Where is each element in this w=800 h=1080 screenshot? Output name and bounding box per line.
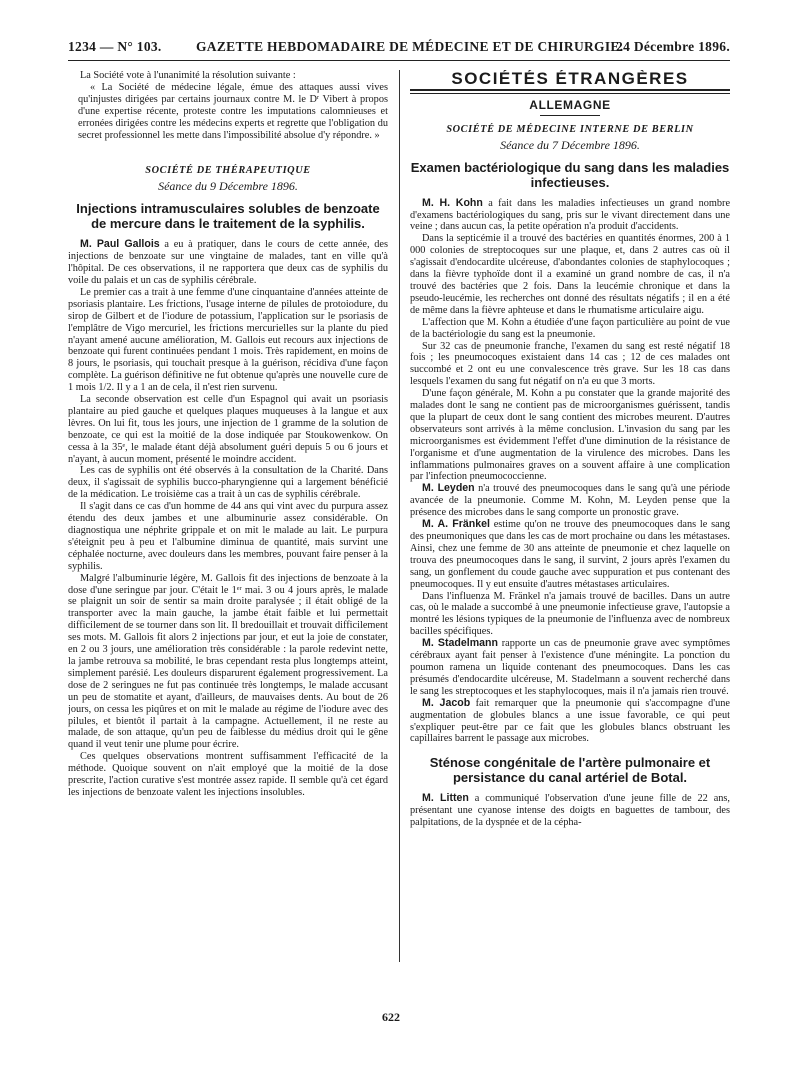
paragraph: Les cas de syphilis ont été observés à la consultation de la Charité. Dans deux, il s'agissait de syphilis bucco-pharyngienne qui a largement bénéficié de la médication. Le troisième cas a trait à un cas de syphilis cérébrale.: [68, 465, 388, 501]
paragraph: Il s'agit dans ce cas d'un homme de 44 ans qui vint avec du purpura assez étendu des deux jambes et une albuminurie assez considérable. On diagnostiqua une néphrite grippale et on mit le malade au lait. Le purpura s'éteignit peu à peu et l'albumine diminua de quantité, mais survint une céphalée nocturne, avec douleurs dans les membres, pouvant faire penser à la syphilis.: [68, 501, 388, 572]
section-rule: [410, 89, 730, 94]
society-heading: SOCIÉTÉ DE MÉDECINE INTERNE DE BERLIN: [446, 123, 694, 135]
running-header: [68, 38, 730, 60]
short-rule: [540, 115, 600, 116]
society-heading: SOCIÉTÉ DE THÉRAPEUTIQUE: [145, 165, 311, 177]
paragraph: Ces quelques observations montrent suffisamment l'efficacité de la méthode. Quoique souvent on n'ait employé que la moitié de la dose prescrite, l'action curative s'est montrée assez rapide. Il semble qu'à cet égard les injections de benzoate valent les injections insolubles.: [68, 751, 388, 798]
paragraph: M. Leyden n'a trouvé des pneumocoques dans le sang qu'à une période avancée de la pneumonie. Comme M. Kohn, M. Leyden pense que la présence des microbes dans le sang comporte un pronostic grave.: [410, 482, 730, 519]
seance-date: Séance du 7 Décembre 1896.: [500, 137, 640, 152]
header-rule: [68, 60, 730, 61]
paragraph: M. Jacob fait remarquer que la pneumonie qui s'accompagne d'une augmentation de globules blancs a une issue favorable, ce qui peut s'expliquer peut-être par ce fait que les globules blancs obstruant les capillaires barrent le passage aux microbes.: [410, 696, 730, 745]
header-issue: 1234 — N° 103.: [68, 39, 162, 54]
left-column: [68, 70, 388, 965]
author-name: M. Stadelmann: [422, 637, 498, 650]
paragraph: La seconde observation est celle d'un Espagnol qui avait un psoriasis plantaire au pied gauche et quelques plaques muqueuses à la langue et aux lèvres. On lui fit, tous les jours, une injection de 1 gramme de la solution de benzoate, ce qui est la moitié de la dose indiquée par Stoukowenkow. On cessa à la 35ᵉ, le malade étant déjà absolument guéri depuis 5 ou 6 jours et n'ayant, à aucun moment, présenté le moindre accident.: [68, 394, 388, 465]
paragraph: D'une façon générale, M. Kohn a pu constater que la grande majorité des malades dont le sang ne contient pas de microorganismes guérissent, tandis que la plupart de ceux dont le sang contient des microbes meurent. D'autres observateurs sont arrivés à la même conclusion. L'invasion du sang par les microorganismes est évidemment l'effet d'une diminution de la résistance de l'organisme et d'une augmentation de la virulence des microbes. Dans les inflammations pulmonaires graves on a souvent affaire à une complication par l'infection pneumococcienne.: [410, 388, 730, 483]
column-divider: [399, 70, 400, 962]
paragraph: M. H. Kohn a fait dans les maladies infectieuses un grand nombre d'examens bactériologiques du sang, pris sur le vivant directement dans une veine ; dans aucun cas, la petite opération n'a produit d'accidents.: [410, 196, 730, 233]
paragraph: M. A. Fränkel estime qu'on ne trouve des pneumocoques dans le sang des pneumoniques que dans les cas de mort prochaine ou dans les métastases. Ainsi, chez une femme de 30 ans atteinte de pneumonie et chez laquelle on trouva des pneumocoques dans le sang, il survint, 2 jours après l'examen du sang, un gonflement du coude gauche avec suppuration et pus contenant des pneumocoques. Il y eut ensuite d'autres métastases articulaires.: [410, 518, 730, 590]
author-name: M. Litten: [422, 792, 469, 805]
page-number: 622: [382, 1010, 400, 1024]
paragraph: Dans la septicémie il a trouvé des bactéries en quantités énormes, 200 à 1 000 colonies de streptocoques sur une plaque, et, dans 2 autres cas où il s'agissait d'endocardite ulcéreuse, d'abondantes colonies de staphylocoques ; dans la fièvre typhoïde dont il a examiné un grand nombre de cas, il n'a trouvé des bactéries que 2 fois. Dans la leucémie chronique et dans la pseudo-leucémie, les recherches ont donné des résultats négatifs ; il en a été de même dans la fièvre aphteuse et dans le rhumatisme articulaire aigu.: [410, 233, 730, 316]
paragraph: Dans l'influenza M. Fränkel n'a jamais trouvé de bacilles. Dans un autre cas, où le malade a succombé à une pneumonie infectieuse grave, l'autopsie a montré les lésions typiques de la pneumonie de l'influenza avec de nombreux bacilles spécifiques.: [410, 590, 730, 638]
country-heading: ALLEMAGNE: [529, 97, 611, 112]
paragraph: Sur 32 cas de pneumonie franche, l'examen du sang est resté négatif 18 fois ; les pneumocoques existaient dans 14 cas ; 12 de ces malades ont succombé et 2 ont eu une convalescence très grave. Sur les 18 cas dans lesquels l'examen du sang fut négatif on n'a eu que 3 morts.: [410, 340, 730, 388]
seance-date: Séance du 9 Décembre 1896.: [158, 179, 298, 194]
paragraph: M. Litten a communiqué l'observation d'une jeune fille de 22 ans, présentant une cyanose intense des doigts en baguettes de tambour, des palpitations, de la dyspnée et de la cépha-: [410, 792, 730, 829]
resolution-quote: « La Société de médecine légale, émue des attaques aussi vives qu'injustes dirigées par certains journaux contre M. le Dʳ Vibert à propos d'une expertise récente, proteste contre les imputations calomnieuses et erronées dirigées contre les médecins experts et regrette que l'obligation du secret professionnel les mette dans l'impossibilité absolue d'y répondre. »: [78, 81, 388, 141]
paragraph: Le premier cas a trait à une femme d'une cinquantaine d'années atteinte de psoriasis plantaire. Les frictions, l'usage interne de pilules de protoiodure, du sirop de Gilbert et de l'iodure de potassium, l'application sur le psoriasis de l'emplâtre de Vigo mercuriel, les frictions mercurielles sur la plante du pied n'ayant amené aucune amélioration, M. Gallois eut recours aux injections de benzoate qui furent continuées pendant 1 mois. Très rapidement, en moins de 8 jours, le psoriasis, qui touchait presque à la guérison, récidiva d'une façon complète. La guérison définitive ne fut obtenue qu'après une nouvelle cure de 1 mois 1/2. Il y a 1 an de cela, il n'est rien survenu.: [68, 286, 388, 394]
right-column: [410, 70, 730, 1014]
paragraph: Malgré l'albuminurie légère, M. Gallois fit des injections de benzoate à la dose d'une seringue par jour. C'était le 1ᵉʳ mai. 3 ou 4 jours après, le malade se plaignit un soir de sentir sa main droite paralysée ; il était obligé de la transporter avec la main gauche, la jambe était faible et lui permettait difficilement de se tourner dans son lit. Il bredouillait et trouvait difficilement ses mots. M. Gallois fit alors 2 injections par jour, et eut la joie de constater, en 2 ou 3 jours, une amélioration très considérable : la parole redevint nette, la jambe retrouva sa mobilité, le bras cependant resta plus longtemps atteint, simplement parésié. Les douleurs disparurent également progressivement. La dose de 2 seringues ne fut pas continuée très longtemps, le malade accusant un peu de stomatite et ayant, d'ailleurs, de mauvaises dents. Au bout de 26 jours, on cessa les piqûres et on mit le malade au régime de l'iodure avec des pilules, et bientôt il partait à la campagne. Actuellement, il ne reste au malade, de son attaque, qu'un peu de faiblesse du médius droit qui le gêne quand il veut tenir une plume pour écrire.: [68, 572, 388, 751]
header-date: 24 Décembre 1896.: [616, 39, 730, 54]
paragraph: L'affection que M. Kohn a étudiée d'une façon particulière au point de vue de la bactériologie du sang est la pneumonie.: [410, 316, 730, 340]
resolution-intro: La Société vote à l'unanimité la résolution suivante :: [80, 70, 296, 81]
paragraph: M. Paul Gallois a eu à pratiquer, dans le cours de cette année, des injections de benzoate sur une vingtaine de malades, tant en ville qu'à l'hôpital. De ces observations, il ne rapportera que deux cas de syphilis du voile du palais et un cas de syphilis cérébrale.: [68, 238, 388, 286]
author-name: M. Jacob: [422, 696, 471, 709]
paragraph: M. Stadelmann rapporte un cas de pneumonie grave avec symptômes cérébraux ayant fait penser à l'existence d'une méningite. La ponction du poumon ramena un liquide contenant des pneumocoques. Dans les cas présumés d'endocardite ulcéreuse, M. Stadelmann a souvent recherché dans le sang les streptocoques et les staphylocoques, mais il n'a jamais rien trouvé.: [410, 637, 730, 697]
author-name: M. A. Fränkel: [422, 518, 490, 531]
author-name: M. H. Kohn: [422, 196, 483, 209]
article-title: Sténose congénitale de l'artère pulmonaire et persistance du canal artériel de Botal.: [429, 755, 711, 786]
header-journal-title: GAZETTE HEBDOMADAIRE DE MÉDECINE ET DE CHIRURGIE.: [196, 39, 624, 54]
section-title: SOCIÉTÉS ÉTRANGÈRES: [451, 70, 689, 88]
author-name: M. Paul Gallois: [80, 238, 160, 251]
article-title: Examen bactériologique du sang dans les maladies infectieuses.: [410, 159, 730, 190]
author-name: M. Leyden: [422, 482, 475, 495]
article-title: Injections intramusculaires solubles de benzoate de mercure dans le traitement de la syphilis.: [76, 201, 380, 232]
